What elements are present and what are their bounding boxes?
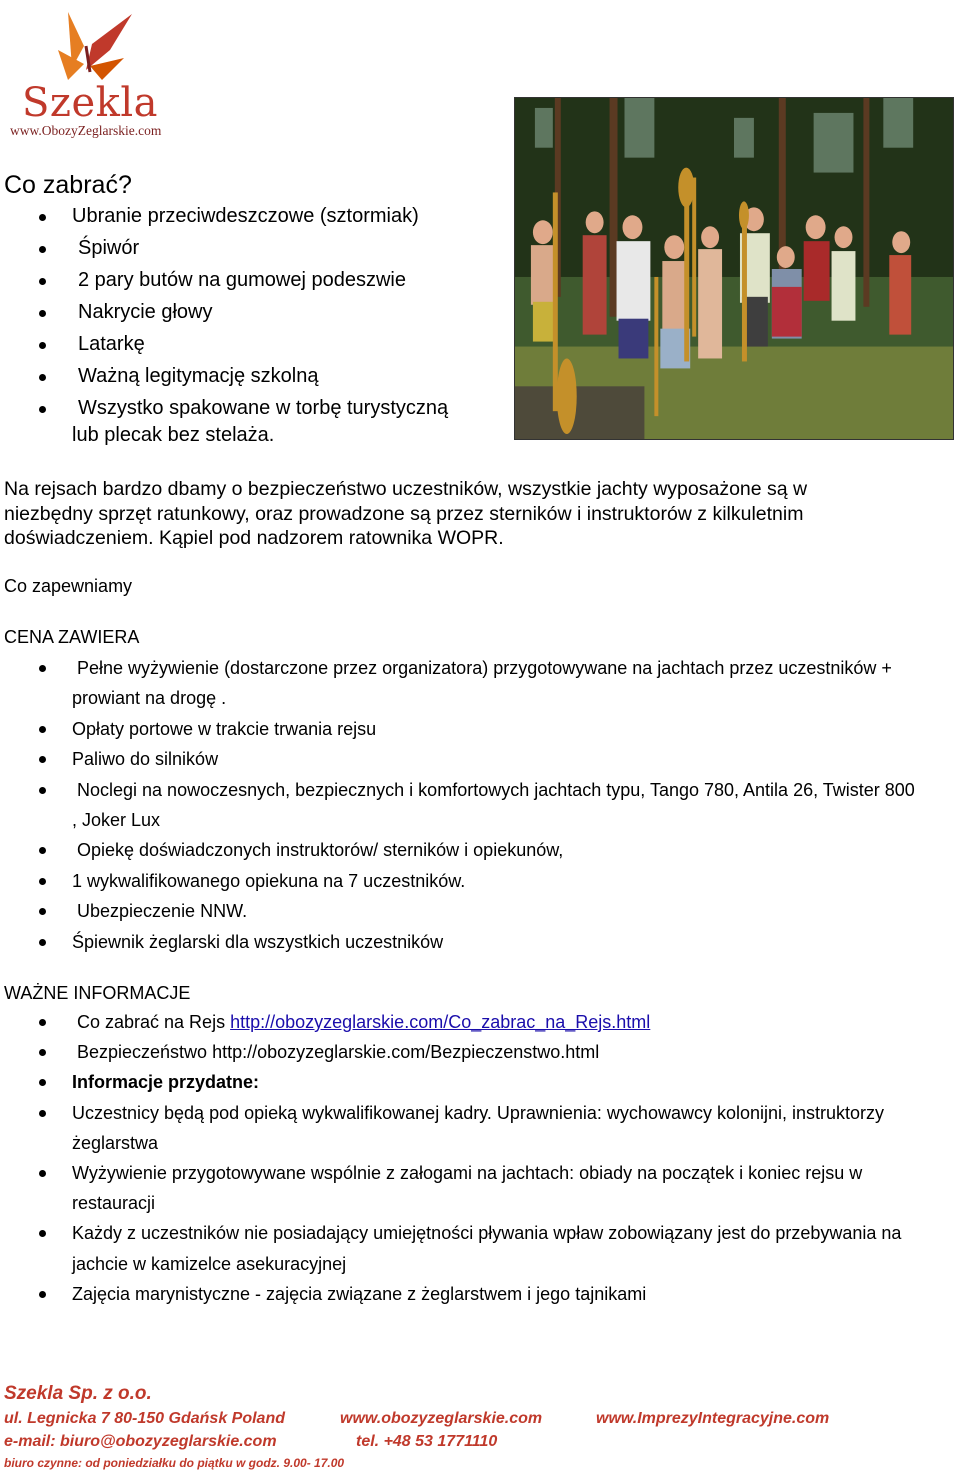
list-item: Wszystko spakowane w torbę turystyczną [0, 395, 448, 427]
useful-info-label: Informacje przydatne: [72, 1072, 260, 1093]
list-item: Opłaty portowe w trakcie trwania rejsu [0, 714, 920, 744]
list-item: 2 pary butów na gumowej podeszwie [0, 267, 448, 299]
important-info-heading: WAŻNE INFORMACJE [4, 983, 191, 1003]
list-item: Opiekę doświadczonych instruktorów/ sterników i opiekunów, [0, 835, 920, 865]
list-item: Ważną legitymację szkolną [0, 363, 448, 395]
logo-url: www.ObozyZeglarskie.com [10, 123, 162, 138]
list-item-continuation: lub plecak bez stelaża. [72, 424, 275, 446]
list-item: Co zabrać na Rejs http://obozyzeglarskie.com/Co_zabrac_na_Rejs.html [0, 1007, 920, 1037]
list-item: 1 wykwalifikowanego opiekuna na 7 uczestników. [0, 866, 920, 896]
footer-email: e-mail: biuro@obozyzeglarskie.com [4, 1433, 277, 1450]
list-item: Latarkę [0, 331, 448, 363]
list-item: Bezpieczeństwo http://obozyzeglarskie.com/Bezpieczenstwo.html [0, 1037, 920, 1067]
footer-website-1: www.obozyzeglarskie.com [340, 1410, 543, 1427]
logo-wing-left-lower [58, 50, 84, 80]
footer-phone: tel. +48 53 1771110 [356, 1433, 498, 1450]
list-item: Śpiwór [0, 235, 448, 267]
group-photo [514, 97, 954, 440]
footer-company: Szekla Sp. z o.o. [4, 1383, 152, 1404]
list-item: Każdy z uczestników nie posiadający umiejętności pływania wpław zobowiązany jest do przebywania na jachcie w kamizelce asekuracyjnej [0, 1218, 920, 1278]
safety-paragraph: Na rejsach bardzo dbamy o bezpieczeństwo uczestników, wszystkie jachty wyposażone są w niezbędny sprzęt ratunkowy, oraz prowadzone są przez sterników i instruktorów z kilkuletnim doświadczeniem. Kąpiel pod nadzorem ratownika WOPR. [4, 478, 808, 549]
list-item: Pełne wyżywienie (dostarczone przez organizatora) przygotowywane na jachtach przez uczestników + prowiant na drogę . [0, 653, 920, 714]
list-item [0, 1067, 920, 1097]
list-item: Ubezpieczenie NNW. [0, 896, 920, 926]
list-item: Noclegi na nowoczesnych, bezpiecznych i komfortowych jachtach typu, Tango 780, Antila 26, Twister 800 , Joker Lux [0, 775, 920, 836]
list-item: Nakrycie głowy [0, 299, 448, 331]
logo-word: Szekla [22, 80, 159, 126]
what-to-bring-list [0, 203, 448, 427]
list-item: Paliwo do silników [0, 744, 920, 774]
important-info-list [0, 1007, 920, 1309]
what-to-bring-title: Co zabrać? [4, 171, 132, 199]
footer-office-hours: biuro czynne: od poniedziałku do piątku w godz. 9.00- 17.00 [4, 1456, 345, 1470]
we-provide-heading: Co zapewniamy [4, 576, 133, 596]
list-item: Śpiewnik żeglarski dla wszystkich uczestników [0, 927, 920, 957]
what-to-bring-link[interactable]: http://obozyzeglarskie.com/Co_zabrac_na_Rejs.html [230, 1012, 651, 1032]
list-item: Wyżywienie przygotowywane wspólnie z załogami na jachtach: obiady na początek i koniec rejsu w restauracji [0, 1158, 920, 1218]
list-item: Ubranie przeciwdeszczowe (sztormiak) [0, 203, 448, 235]
safety-url: http://obozyzeglarskie.com/Bezpieczenstwo.html [212, 1042, 600, 1063]
list-item: Uczestnicy będą pod opieką wykwalifikowanej kadry. Uprawnienia: wychowawcy kolonijni, instruktorzy żeglarstwa [0, 1098, 920, 1158]
price-includes-heading: CENA ZAWIERA [4, 627, 140, 647]
footer-website-2: www.ImprezyIntegracyjne.com [596, 1410, 830, 1427]
price-includes-list [0, 653, 920, 957]
footer-address: ul. Legnicka 7 80-150 Gdańsk Poland [4, 1410, 285, 1427]
list-item: Zajęcia marynistyczne - zajęcia związane z żeglarstwem i jego tajnikami [0, 1279, 920, 1309]
